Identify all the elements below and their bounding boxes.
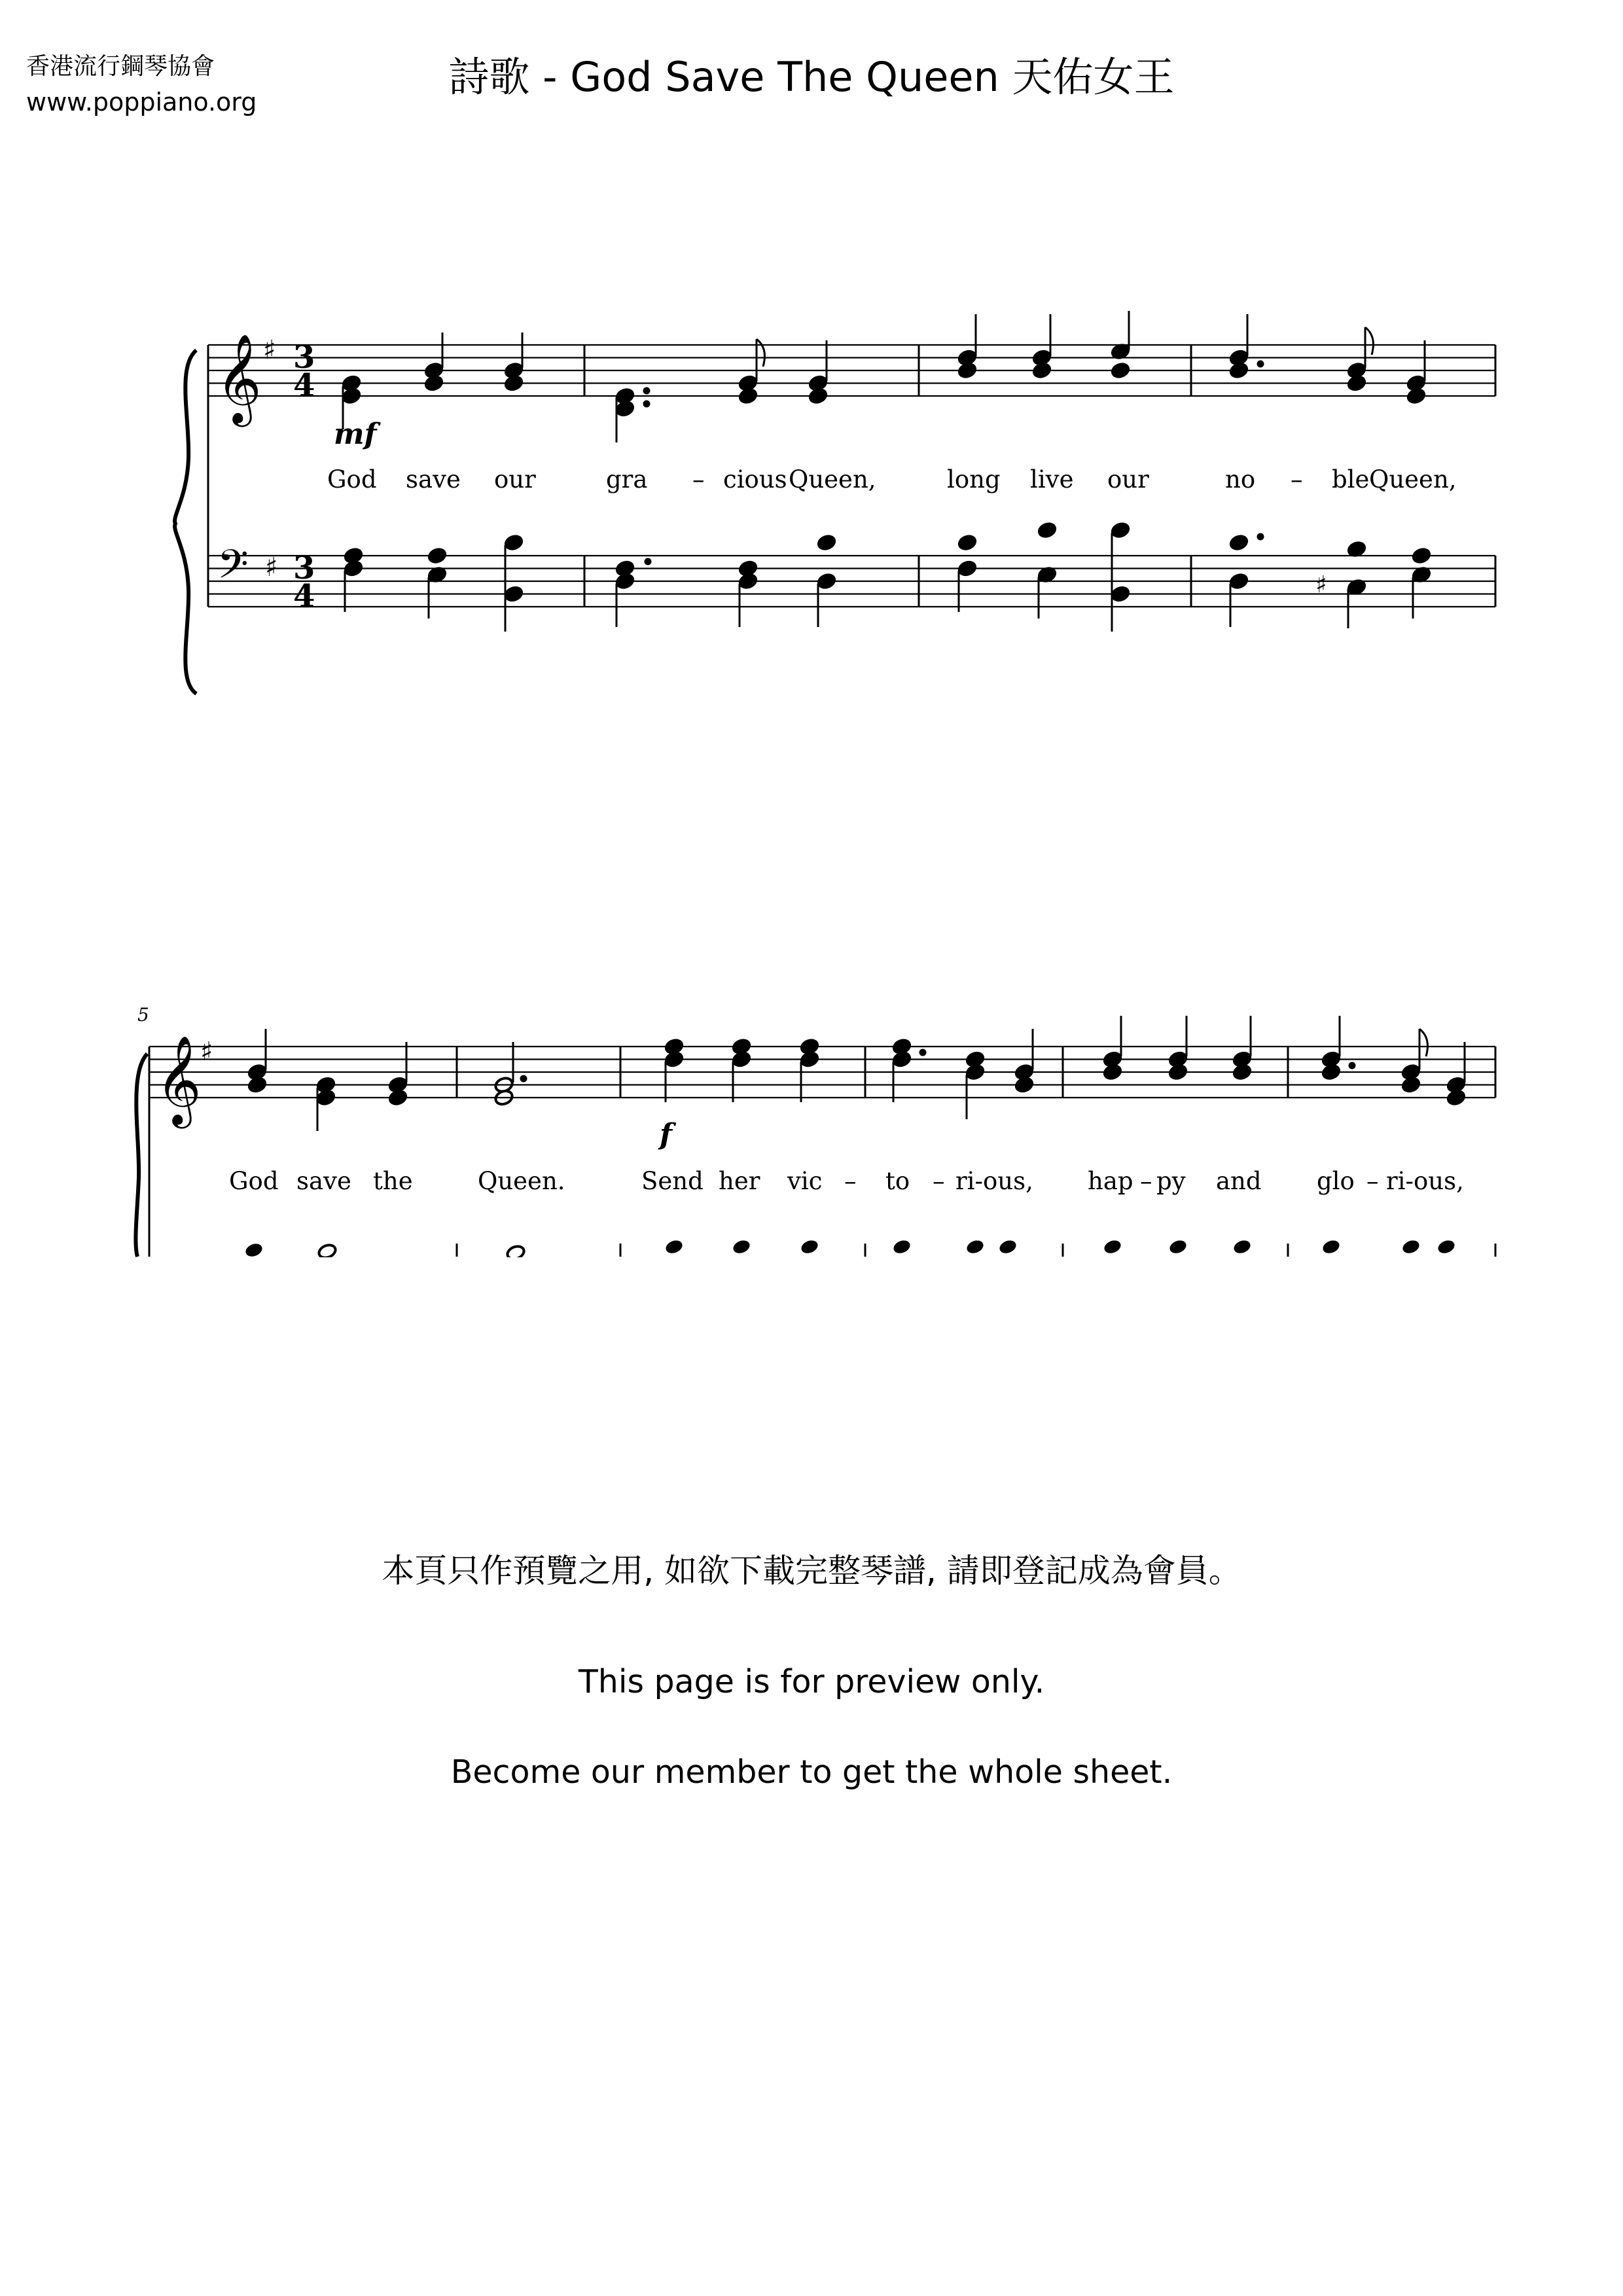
lyric-syllable: save [296, 1167, 351, 1195]
treble-staff-lines [149, 1047, 1495, 1098]
lyric-syllable: vic [787, 1167, 823, 1195]
lyric-syllable: save [406, 465, 461, 493]
lyric-syllable: glo [1317, 1167, 1355, 1195]
grand-staff-brace [175, 350, 196, 694]
time-signature-bottom: 4 [293, 367, 315, 404]
key-signature-sharp-icon: ♯ [200, 1037, 213, 1067]
bass-staff-lines [208, 556, 1495, 607]
treble-notes [247, 1016, 1466, 1131]
lyrics-system-2 [229, 1167, 1464, 1195]
treble-notes [341, 311, 1426, 442]
bass-clef-icon: 𝄢 [217, 541, 249, 598]
site-name: 香港流行鋼琴協會 [26, 53, 215, 80]
lyric-syllable: – [1366, 1167, 1379, 1195]
lyric-syllable: ri-ous, [1386, 1167, 1464, 1195]
lyric-syllable: Queen. [478, 1167, 565, 1195]
lyric-syllable: – [933, 1167, 945, 1195]
preview-notice-line-2: Become our member to get the whole sheet. [450, 1753, 1173, 1791]
lyric-syllable: py [1156, 1167, 1186, 1195]
preview-notice-chinese: 本頁只作預覽之用, 如欲下載完整琴譜, 請即登記成為會員。 [382, 1552, 1241, 1590]
lyrics-system-1 [327, 465, 1457, 493]
preview-notice-line-1: This page is for preview only. [578, 1663, 1045, 1700]
treble-clef-icon: 𝄞 [156, 1034, 202, 1124]
time-signature-top: 3 [293, 550, 315, 586]
lyric-syllable: – [844, 1167, 857, 1195]
lyric-syllable: our [494, 465, 536, 493]
svg-text:♯: ♯ [1315, 571, 1327, 598]
lyric-syllable: no [1225, 465, 1256, 493]
time-signature-bottom: 4 [293, 578, 315, 615]
measure-number: 5 [137, 1004, 149, 1026]
dynamic-marking-f: f [660, 1118, 672, 1151]
lyric-syllable: – [692, 465, 705, 493]
treble-clef-icon: 𝄞 [216, 332, 262, 423]
lyric-syllable: to [885, 1167, 910, 1195]
lyric-syllable: hap [1088, 1167, 1133, 1195]
lyric-syllable: ble [1332, 465, 1370, 493]
site-url: www.poppiano.org [26, 88, 257, 117]
page-title: 詩歌 - God Save The Queen 天佑女王 [448, 53, 1175, 101]
lyric-syllable: cious [723, 465, 787, 493]
bass-notes [343, 521, 1431, 632]
lyric-syllable: Send [641, 1167, 704, 1195]
lyric-syllable: and [1216, 1167, 1262, 1195]
lyric-syllable: her [719, 1167, 760, 1195]
lyric-syllable: God [327, 465, 377, 493]
lyric-syllable: live [1030, 465, 1074, 493]
grand-staff-brace [135, 1054, 147, 1257]
key-signature-sharp-icon: ♯ [263, 335, 276, 365]
lyric-syllable: ri-ous, [955, 1167, 1033, 1195]
lyric-syllable: Queen, [789, 465, 876, 493]
dynamic-marking-mf: mf [334, 418, 377, 451]
system-2 [0, 1004, 1623, 1336]
lyric-syllable: God [229, 1167, 279, 1195]
lyric-syllable: – [1140, 1167, 1152, 1195]
lyric-syllable: – [1291, 465, 1303, 493]
treble-staff-lines [208, 345, 1495, 396]
lyric-syllable: the [373, 1167, 413, 1195]
lyric-syllable: Queen, [1369, 465, 1457, 493]
system-1 [175, 311, 1495, 694]
time-signature-top: 3 [293, 339, 315, 376]
lyric-syllable: gra [606, 465, 648, 493]
lyric-syllable: long [947, 465, 1001, 493]
lyric-syllable: our [1107, 465, 1149, 493]
key-signature-sharp-icon: ♯ [265, 552, 278, 583]
